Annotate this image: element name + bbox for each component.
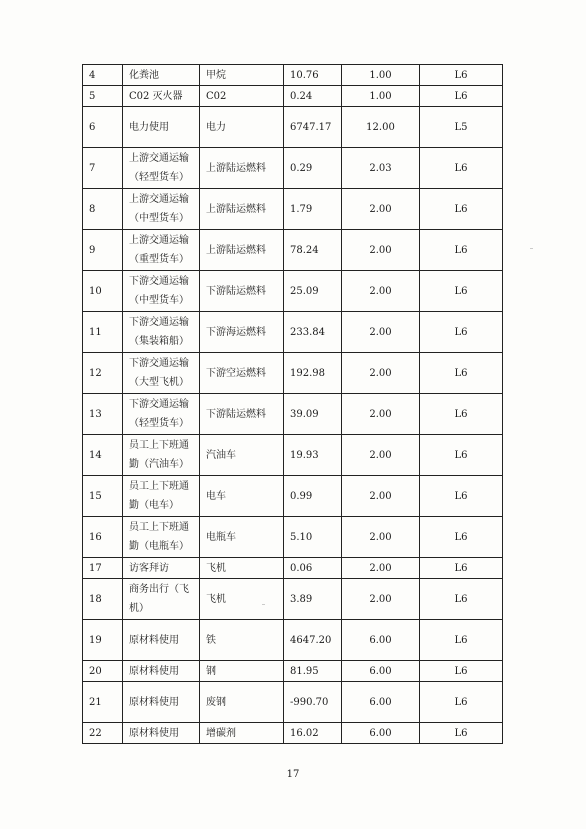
- level-cell: L6: [420, 620, 503, 661]
- level-cell: L6: [420, 148, 503, 189]
- row-number-cell: 16: [83, 517, 123, 558]
- emission-type-cell: 下游陆运燃料: [200, 271, 284, 312]
- factor-score-cell: 1.00: [342, 65, 420, 86]
- emission-source-cell: 原材料使用: [123, 661, 200, 682]
- activity-data-cell: 78.24: [284, 230, 342, 271]
- factor-score-cell: 6.00: [342, 723, 420, 744]
- emission-type-cell: 汽油车: [200, 435, 284, 476]
- emission-type-cell: 钢: [200, 661, 284, 682]
- activity-data-cell: 39.09: [284, 394, 342, 435]
- activity-data-cell: 19.93: [284, 435, 342, 476]
- emission-type-cell: C02: [200, 86, 284, 107]
- row-number-cell: 17: [83, 558, 123, 579]
- activity-data-cell: 3.89: [284, 579, 342, 620]
- level-cell: L6: [420, 579, 503, 620]
- emission-type-cell: 下游陆运燃料: [200, 394, 284, 435]
- row-number-cell: 11: [83, 312, 123, 353]
- level-cell: L6: [420, 558, 503, 579]
- table-row: [83, 723, 503, 744]
- emission-type-cell: 电瓶车: [200, 517, 284, 558]
- level-cell: L6: [420, 65, 503, 86]
- factor-score-cell: 2.00: [342, 271, 420, 312]
- table-row: [83, 312, 503, 353]
- factor-score-cell: 2.00: [342, 312, 420, 353]
- emission-source-cell: C02 灭火器: [123, 86, 200, 107]
- emission-source-cell: 上游交通运输（中型货车）: [123, 189, 200, 230]
- level-cell: L6: [420, 476, 503, 517]
- row-number-cell: 19: [83, 620, 123, 661]
- factor-score-cell: 6.00: [342, 620, 420, 661]
- emissions-data-table: [82, 64, 503, 744]
- scan-speck: [262, 604, 265, 605]
- level-cell: L5: [420, 107, 503, 148]
- activity-data-cell: 4647.20: [284, 620, 342, 661]
- factor-score-cell: 1.00: [342, 86, 420, 107]
- table-row: [83, 558, 503, 579]
- table-row: [83, 65, 503, 86]
- emission-source-cell: 化粪池: [123, 65, 200, 86]
- level-cell: L6: [420, 682, 503, 723]
- level-cell: L6: [420, 189, 503, 230]
- scan-speck: [530, 248, 533, 249]
- table-row: [83, 271, 503, 312]
- table-row: [83, 435, 503, 476]
- table-row: [83, 579, 503, 620]
- activity-data-cell: 10.76: [284, 65, 342, 86]
- emission-source-cell: 原材料使用: [123, 723, 200, 744]
- activity-data-cell: -990.70: [284, 682, 342, 723]
- row-number-cell: 12: [83, 353, 123, 394]
- table-row: [83, 682, 503, 723]
- emission-type-cell: 电力: [200, 107, 284, 148]
- factor-score-cell: 2.00: [342, 579, 420, 620]
- table-row: [83, 107, 503, 148]
- activity-data-cell: 16.02: [284, 723, 342, 744]
- emission-type-cell: 下游空运燃料: [200, 353, 284, 394]
- emission-source-cell: 下游交通运输（轻型货车）: [123, 394, 200, 435]
- table-row: [83, 86, 503, 107]
- factor-score-cell: 2.00: [342, 353, 420, 394]
- emission-source-cell: 员工上下班通勤（汽油车）: [123, 435, 200, 476]
- activity-data-cell: 0.29: [284, 148, 342, 189]
- activity-data-cell: 0.06: [284, 558, 342, 579]
- activity-data-cell: 0.99: [284, 476, 342, 517]
- factor-score-cell: 2.00: [342, 230, 420, 271]
- table-row: [83, 517, 503, 558]
- emission-type-cell: 上游陆运燃料: [200, 230, 284, 271]
- level-cell: L6: [420, 230, 503, 271]
- row-number-cell: 20: [83, 661, 123, 682]
- emission-type-cell: 增碳剂: [200, 723, 284, 744]
- activity-data-cell: 81.95: [284, 661, 342, 682]
- emission-source-cell: 访客拜访: [123, 558, 200, 579]
- emission-type-cell: 上游陆运燃料: [200, 189, 284, 230]
- activity-data-cell: 6747.17: [284, 107, 342, 148]
- row-number-cell: 4: [83, 65, 123, 86]
- table-row: [83, 189, 503, 230]
- table-row: [83, 230, 503, 271]
- row-number-cell: 22: [83, 723, 123, 744]
- factor-score-cell: 6.00: [342, 682, 420, 723]
- emission-source-cell: 上游交通运输（重型货车）: [123, 230, 200, 271]
- emission-source-cell: 下游交通运输（大型飞机）: [123, 353, 200, 394]
- table-row: [83, 620, 503, 661]
- emission-type-cell: 电车: [200, 476, 284, 517]
- emission-source-cell: 下游交通运输（中型货车）: [123, 271, 200, 312]
- row-number-cell: 18: [83, 579, 123, 620]
- activity-data-cell: 1.79: [284, 189, 342, 230]
- table-row: [83, 476, 503, 517]
- row-number-cell: 15: [83, 476, 123, 517]
- factor-score-cell: 6.00: [342, 661, 420, 682]
- emission-source-cell: 电力使用: [123, 107, 200, 148]
- level-cell: L6: [420, 435, 503, 476]
- level-cell: L6: [420, 312, 503, 353]
- table-row: [83, 661, 503, 682]
- level-cell: L6: [420, 661, 503, 682]
- table-row: [83, 394, 503, 435]
- emission-source-cell: 下游交通运输（集装箱船）: [123, 312, 200, 353]
- emission-source-cell: 员工上下班通勤（电瓶车）: [123, 517, 200, 558]
- row-number-cell: 14: [83, 435, 123, 476]
- factor-score-cell: 2.00: [342, 558, 420, 579]
- emission-type-cell: 甲烷: [200, 65, 284, 86]
- activity-data-cell: 0.24: [284, 86, 342, 107]
- level-cell: L6: [420, 723, 503, 744]
- emission-type-cell: 飞机: [200, 579, 284, 620]
- emission-type-cell: 飞机: [200, 558, 284, 579]
- row-number-cell: 10: [83, 271, 123, 312]
- level-cell: L6: [420, 271, 503, 312]
- row-number-cell: 7: [83, 148, 123, 189]
- emission-type-cell: 下游海运燃料: [200, 312, 284, 353]
- row-number-cell: 9: [83, 230, 123, 271]
- table-row: [83, 353, 503, 394]
- row-number-cell: 13: [83, 394, 123, 435]
- activity-data-cell: 5.10: [284, 517, 342, 558]
- row-number-cell: 21: [83, 682, 123, 723]
- emission-source-cell: 上游交通运输（轻型货车）: [123, 148, 200, 189]
- emission-source-cell: 原材料使用: [123, 620, 200, 661]
- emission-type-cell: 铁: [200, 620, 284, 661]
- factor-score-cell: 2.00: [342, 476, 420, 517]
- activity-data-cell: 25.09: [284, 271, 342, 312]
- factor-score-cell: 2.00: [342, 517, 420, 558]
- page-number: 17: [286, 769, 300, 780]
- emission-source-cell: 员工上下班通勤（电车）: [123, 476, 200, 517]
- table-row: [83, 148, 503, 189]
- factor-score-cell: 12.00: [342, 107, 420, 148]
- emission-type-cell: 废钢: [200, 682, 284, 723]
- factor-score-cell: 2.00: [342, 189, 420, 230]
- row-number-cell: 5: [83, 86, 123, 107]
- level-cell: L6: [420, 394, 503, 435]
- level-cell: L6: [420, 517, 503, 558]
- row-number-cell: 6: [83, 107, 123, 148]
- factor-score-cell: 2.00: [342, 435, 420, 476]
- activity-data-cell: 192.98: [284, 353, 342, 394]
- row-number-cell: 8: [83, 189, 123, 230]
- factor-score-cell: 2.03: [342, 148, 420, 189]
- emission-source-cell: 原材料使用: [123, 682, 200, 723]
- emission-source-cell: 商务出行（飞机）: [123, 579, 200, 620]
- activity-data-cell: 233.84: [284, 312, 342, 353]
- level-cell: L6: [420, 86, 503, 107]
- factor-score-cell: 2.00: [342, 394, 420, 435]
- level-cell: L6: [420, 353, 503, 394]
- emission-type-cell: 上游陆运燃料: [200, 148, 284, 189]
